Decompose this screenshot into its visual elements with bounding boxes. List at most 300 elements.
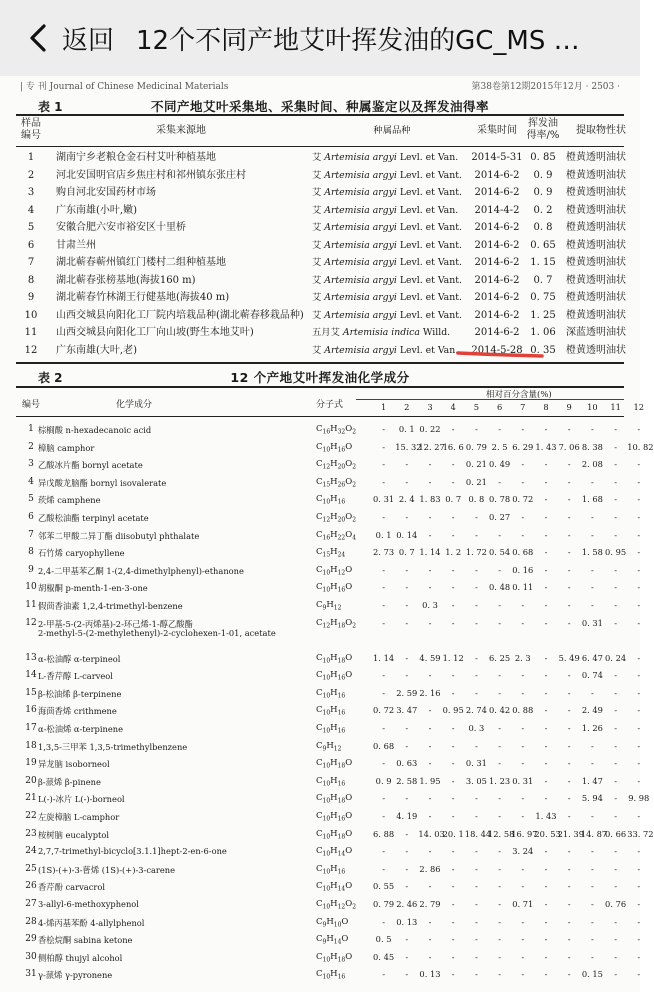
table2-cell-value: - — [428, 811, 432, 821]
table1-caption: 不同产地艾叶采集地、采集时间、种属鉴定以及挥发油得率 — [150, 99, 489, 114]
table1-cell-id: 5 — [27, 222, 35, 233]
table2-cell-value: - — [521, 723, 525, 733]
table2-col-number: 4 — [450, 402, 456, 412]
table2-cell-formula: $C_{10}H_{12}O$ — [316, 564, 353, 577]
table2-cell-value: - — [405, 617, 409, 628]
table1-row — [16, 168, 624, 184]
table2-cell-value: 0. 66 — [605, 828, 627, 839]
table2-cell-name: 左旋樟脑 L-camphor — [38, 812, 120, 822]
table2-cell-value: - — [498, 881, 501, 892]
table2-cell-value: - — [451, 863, 455, 874]
table2-cell-value: - — [544, 564, 548, 575]
table2-cell-value: 6. 47 — [581, 652, 603, 663]
table1-row — [16, 220, 624, 236]
table2-cell-value: - — [498, 863, 501, 874]
table1-row — [16, 273, 624, 289]
table2-cell-name: 2-甲基-5-(2-丙烯基)-2-环己烯-1-醇乙酸酯 — [38, 618, 193, 629]
table2-cell-value: 1. 23 — [489, 775, 511, 786]
table2-cell-formula: $C_{10}H_{16}O$ — [316, 441, 353, 454]
table2-cell-value: - — [498, 564, 501, 575]
table2-cell-name: 乙酸松油酯 terpinyl acetate — [38, 513, 149, 523]
table2-cell-value: 0. 68 — [373, 740, 395, 751]
table2-cell-value: - — [451, 687, 455, 698]
table2-header — [16, 388, 645, 414]
table2-cell-value: - — [474, 600, 478, 610]
table2-cell-value: 0. 95 — [442, 705, 464, 716]
table2-cell-value: - — [428, 459, 432, 470]
table2-cell-formula: $C_{10}H_{18}O$ — [316, 652, 353, 665]
table2-cell-value: 0. 21 — [465, 459, 487, 470]
table2-cell-value: 0. 9 — [375, 775, 392, 786]
table2-cell-name: 樟脑 camphor — [38, 442, 95, 453]
table2-cell-value: - — [614, 881, 617, 892]
table2-cell-value: - — [590, 811, 594, 821]
table1-row — [16, 203, 624, 219]
running-head — [20, 76, 620, 94]
table2-cell-value: - — [451, 899, 455, 909]
table2-cell-value: - — [521, 740, 525, 751]
table2-cell-name: β-蒎烯 β-pinene — [38, 776, 101, 787]
table2-cell-value: - — [614, 723, 617, 733]
table2-col-number: 11 — [610, 402, 621, 412]
table2-cell-name: 异戊酸龙脑酯 bornyl isovalerate — [38, 477, 167, 488]
table2-cell-id: 2 — [28, 441, 34, 452]
table2-cell-value: - — [451, 846, 455, 857]
table2-cell-name: 邻苯二甲酸二异丁酯 diisobutyl phthalate — [38, 530, 200, 541]
table2-cell-value: - — [451, 476, 455, 487]
table2-cell-value: - — [590, 846, 594, 857]
table2-cell-value: - — [498, 617, 501, 628]
table1-cell-date: 2014-6-2 — [474, 169, 520, 181]
table2-cell-value: - — [521, 793, 525, 804]
table2-cell-value: - — [474, 512, 478, 522]
table2-cell-value: - — [590, 934, 594, 945]
table1-cell-id: 3 — [27, 187, 35, 198]
table1-cell-species: 艾 Artemisia argyi Levl. et Vant. — [312, 187, 462, 198]
table2-cell-id: 24 — [25, 846, 37, 857]
table2-cell-value: - — [382, 723, 385, 733]
table2-cell-value: - — [544, 600, 548, 610]
table2-cell-value: - — [614, 582, 617, 593]
table2-cell-value: 1. 47 — [581, 775, 603, 786]
table2-cell-value: 0. 55 — [373, 881, 395, 892]
table2-cell-value: - — [637, 424, 641, 434]
table2-cell-value: - — [521, 424, 525, 434]
table2-cell-value: - — [451, 811, 455, 821]
table2-cell-value: 3. 47 — [396, 705, 418, 716]
table1-cell-site: 湖北蕲春蕲州镇红门楼村二组种植基地 — [56, 257, 226, 268]
table1-number: 表 1 — [38, 100, 63, 114]
table2-cell-name: 4-烯丙基苯酚 4-allylphenol — [38, 917, 145, 928]
table2-cell-value: - — [637, 916, 641, 927]
table2-cell-value: 21. 39 — [557, 828, 584, 839]
table1-cell-yield: 0. 9 — [533, 169, 553, 181]
table2-cell-value: - — [474, 934, 478, 945]
document-view[interactable] — [0, 76, 654, 992]
table2-cell-id: 5 — [28, 494, 34, 505]
table2-cell-value: - — [637, 758, 641, 769]
table2-cell-value: - — [474, 740, 478, 751]
table2-cell-value: - — [567, 529, 571, 540]
table2-cell-value: - — [521, 951, 525, 962]
table2-cell-value: 1. 43 — [535, 441, 557, 452]
table2-cell-value: - — [521, 934, 525, 945]
table2-cell-value: 0. 31 — [581, 617, 603, 628]
table2-cell-value: 16. 97 — [511, 828, 538, 839]
running-head-left: | 专 刊 Journal of Chinese Medicinal Materials — [20, 81, 229, 92]
table2-cell-value: - — [567, 811, 571, 821]
table2-cell-value: - — [498, 723, 501, 733]
table2-cell-value: - — [614, 424, 617, 434]
table2-cell-value: 0. 88 — [512, 705, 534, 716]
table2-cell-value: 5. 49 — [558, 652, 580, 663]
table2-number: 表 2 — [38, 371, 63, 385]
table1-cell-date: 2014-6-2 — [474, 239, 520, 251]
table1-cell-prop: 橙黄透明油状 — [566, 222, 626, 233]
table2-cell-value: - — [614, 494, 617, 505]
table1-row — [16, 325, 624, 341]
table2-cell-value: - — [567, 424, 571, 434]
table2-cell-value: 1. 43 — [535, 811, 557, 821]
table2-cell-value: - — [567, 617, 571, 628]
page-title: 12个不同产地艾叶挥发油的GC_MS … — [136, 25, 580, 56]
table2-cell-value: - — [521, 459, 525, 470]
table2-cell-id: 23 — [25, 828, 37, 839]
table2-cell-value: 6. 25 — [489, 652, 511, 663]
table2-cell-value: - — [590, 564, 594, 575]
table1-cell-prop: 橙黄透明油状 — [566, 344, 626, 356]
table2-cell-value: - — [474, 916, 478, 927]
table2-cell-value: - — [544, 687, 548, 698]
table2-cell-name: 胡椒酮 p-menth-1-en-3-one — [38, 583, 148, 594]
table2-cell-id: 6 — [28, 512, 34, 522]
table2-row — [16, 965, 641, 987]
table2-cell-formula: $C_{10}H_{14}O$ — [316, 881, 353, 894]
table2-cell-value: - — [637, 494, 641, 505]
table1-row — [16, 185, 624, 201]
table2-cell-id: 12 — [25, 617, 37, 628]
table2-cell-value: 0. 5 — [375, 934, 392, 945]
table2-cell-formula: $C_{10}H_{16}$ — [316, 723, 346, 735]
table2-cell-value: 0. 54 — [489, 547, 511, 558]
table2-cell-value: 0. 31 — [373, 494, 395, 505]
table2-cell-value: - — [382, 512, 385, 522]
table1-cell-date: 2014-6-2 — [474, 292, 520, 303]
table2-cell-value: 6. 88 — [373, 828, 395, 839]
table2-cell-formula: $C_9H_{14}O$ — [316, 934, 349, 946]
table2-cell-value: - — [637, 723, 641, 733]
table1-cell-id: 12 — [24, 344, 38, 356]
table2-cell-value: - — [637, 617, 641, 628]
table2-cell-value: - — [498, 899, 501, 909]
table2-cell-value: 2. 49 — [581, 705, 603, 716]
table2-cell-value: - — [544, 617, 548, 628]
table2-cell-value: 0. 71 — [512, 899, 534, 909]
table2-cell-value: - — [382, 793, 385, 804]
table2-cell-value: 2. 74 — [465, 705, 487, 716]
table2-cell-value: - — [405, 846, 409, 857]
table2-cell-value: 0. 13 — [419, 969, 441, 980]
table2-cell-value: 6. 29 — [512, 441, 534, 452]
table2-cell-value: 0. 63 — [396, 758, 418, 769]
table2-cell-value: 2. 73 — [373, 547, 395, 558]
back-chevron-icon[interactable] — [20, 18, 60, 58]
table2-cell-value: - — [567, 582, 571, 593]
table2-cell-value: - — [405, 652, 409, 663]
table1-cell-prop: 深蓝透明油状 — [566, 327, 626, 338]
table1-head-species: 种属品种 — [373, 125, 411, 136]
table2-cell-value: 18. 44 — [464, 828, 492, 839]
table2-cell-value: - — [567, 758, 571, 769]
table2-cell-value: - — [498, 529, 501, 540]
table1-bottom-rule — [16, 362, 624, 364]
table2-cell-value: - — [590, 863, 594, 874]
table2-cell-value: 2. 4 — [398, 494, 415, 505]
table2-cell-id: 27 — [25, 899, 37, 909]
table2-cell-value: - — [637, 740, 641, 751]
table2-cell-value: 0. 8 — [468, 494, 485, 505]
table2-cell-value: - — [451, 529, 455, 540]
table2-cell-value: - — [637, 899, 641, 909]
table2-cell-value: - — [521, 881, 525, 892]
table2-cell-value: - — [498, 740, 501, 751]
table2-cell-value: - — [474, 424, 478, 434]
table2-cell-value: - — [451, 951, 455, 962]
table2-cell-value: - — [451, 582, 455, 593]
table2-cell-value: - — [567, 969, 571, 980]
table2-cell-value: - — [498, 969, 501, 980]
table2-cell-value: - — [614, 687, 617, 698]
table2-cell-value: 0. 72 — [373, 705, 395, 716]
table2-cell-id: 28 — [25, 916, 37, 927]
table2-cell-value: - — [498, 476, 501, 487]
table2-cell-value: 3. 24 — [512, 846, 534, 857]
table2-cell-id: 30 — [25, 951, 37, 962]
table1-cell-yield: 0. 9 — [533, 187, 553, 198]
table2-cell-value: - — [428, 705, 432, 716]
table2-cell-value: 0. 74 — [581, 670, 603, 681]
table1-cell-id: 2 — [27, 169, 35, 181]
table2-cell-value: - — [405, 723, 409, 733]
table2-cell-formula: $C_9H_{10}O$ — [316, 916, 349, 929]
table1-row — [16, 308, 624, 324]
table2-cell-value: - — [614, 951, 617, 962]
table2-col-number: 1 — [380, 402, 387, 412]
table2-cell-value: - — [567, 934, 571, 945]
table2-cell-value: - — [590, 951, 594, 962]
table2-cell-name: 桉树脑 eucalyptol — [38, 829, 110, 840]
table2-cell-name: 3-allyl-6-methoxyphenol — [38, 899, 139, 909]
table2-cell-value: - — [567, 740, 571, 751]
table1-cell-species: 艾 Artemisia argyi Levl. et Vant. — [312, 257, 462, 268]
table2-cell-value: - — [590, 424, 594, 434]
table2-cell-value: - — [382, 459, 385, 470]
table2-cell-value: - — [428, 846, 432, 857]
back-button[interactable]: 返回 — [62, 25, 115, 56]
table2-cell-value: - — [637, 512, 641, 522]
table2-cell-value: - — [382, 863, 385, 874]
table2-cell-value: - — [637, 652, 641, 663]
table2-cell-value: - — [614, 811, 617, 821]
table2-cell-value: - — [474, 811, 478, 821]
table2-cell-value: 1. 95 — [419, 775, 441, 786]
table1-cell-site: 河北安国明官店乡焦庄村和祁州镇东张庄村 — [56, 169, 246, 181]
table2-cell-name: 侧柏醇 thujyl alcohol — [38, 952, 123, 963]
table1-cell-species: 艾 Artemisia argyi Levl. et Vant. — [312, 309, 462, 321]
table2-cell-value: 0. 42 — [489, 705, 511, 716]
table1-head-id: 样品 编号 — [21, 118, 41, 141]
table2-cell-id: 20 — [25, 775, 37, 786]
table2-cell-formula: $C_{10}H_{16}$ — [316, 705, 346, 718]
table2-cell-value: - — [614, 600, 617, 610]
table2-cell-value: - — [590, 740, 594, 751]
table2-col-number: 12 — [633, 402, 645, 412]
table1-cell-prop: 橙黄透明油状 — [566, 169, 626, 181]
table2-cell-value: - — [614, 564, 617, 575]
table2-cell-value: 0. 3 — [468, 723, 485, 733]
table2-cell-value: - — [567, 687, 571, 698]
table2-cell-value: - — [544, 582, 548, 593]
table2-cell-value: 0. 22 — [419, 424, 441, 434]
table2-cell-id: 29 — [25, 934, 37, 945]
table2-cell-value: - — [474, 564, 478, 575]
table2-cell-value: - — [451, 617, 455, 628]
table1-cell-site: 购自河北安国药材市场 — [56, 187, 156, 198]
table2-cell-value: - — [405, 582, 409, 593]
table1-cell-prop: 橙黄透明油状 — [566, 292, 626, 303]
table2-cell-value: - — [428, 617, 432, 628]
table2-cell-value: 2. 08 — [581, 459, 603, 470]
table2-cell-value: - — [567, 863, 571, 874]
table2-cell-value: - — [451, 881, 455, 892]
table2-cell-value: - — [637, 459, 641, 470]
table2-cell-value: - — [498, 934, 501, 945]
table2-cell-value: 14. 87 — [580, 828, 608, 839]
table2-cell-value: 0. 3 — [422, 600, 438, 610]
table2-cell-value: - — [428, 512, 432, 522]
table1-cell-date: 2014-6-2 — [474, 274, 520, 286]
table2-cell-value: 2. 46 — [396, 899, 418, 909]
table1-cell-date: 2014-6-2 — [474, 257, 520, 268]
table2-cell-value: - — [382, 687, 385, 698]
table1-row — [16, 238, 624, 254]
table2-cell-value: - — [474, 687, 478, 698]
table2-cell-value: - — [544, 899, 548, 909]
table1-cell-species: 艾 Artemisia argyi Levl. et Vant. — [312, 239, 462, 251]
table2-cell-id: 13 — [25, 652, 37, 663]
table2-cell-value: - — [614, 705, 617, 716]
table2-cell-value: - — [428, 564, 432, 575]
table2-cell-value: - — [428, 723, 432, 733]
table2-cell-value: - — [498, 811, 501, 821]
table2-cell-value: - — [498, 846, 501, 857]
table2-cell-formula: $C_{15}H_{24}$ — [316, 547, 346, 559]
table2-head-id: 编号 — [21, 400, 40, 410]
table2-cell-value: - — [382, 916, 385, 927]
table1-head-yield: 挥发油 得率/% — [526, 118, 560, 141]
table2-cell-value: - — [614, 670, 617, 681]
table2-cell-value: 1. 2 — [445, 547, 462, 558]
table2-cell-value: - — [544, 863, 548, 874]
table2-cell-value: - — [567, 916, 571, 927]
table2-cell-value: 1. 26 — [581, 723, 603, 733]
table1-cell-site: 广东南雄(小叶,嫩) — [56, 204, 137, 216]
table1-cell-date: 2014-5-28 — [471, 344, 523, 356]
table2-cell-value: - — [428, 951, 432, 962]
table2-cell-value: - — [521, 687, 525, 698]
table2-cell-value: - — [637, 582, 641, 593]
table1-cell-id: 10 — [24, 309, 38, 321]
table1-row — [16, 290, 624, 306]
table2-cell-value: - — [451, 459, 455, 470]
table1-head-site: 采集来源地 — [156, 125, 206, 136]
table2-cell-name: α-松油醇 α-terpineol — [38, 653, 121, 664]
table2-cell-value: 0. 76 — [605, 899, 627, 909]
table2-cell-value: - — [544, 476, 548, 487]
table2-cell-formula: $C_{10}H_{18}O$ — [316, 793, 353, 806]
table2-cell-name: 石竹烯 caryophyllene — [38, 548, 125, 559]
table2-cell-value: 0. 48 — [489, 582, 511, 593]
table2-cell-value: 1. 68 — [581, 494, 603, 505]
table2-cell-id: 18 — [25, 740, 37, 751]
table2-cell-value: 2. 3 — [514, 652, 531, 663]
table2-cell-value: - — [405, 512, 409, 522]
table2-cell-value: - — [567, 459, 571, 470]
table1-row — [16, 255, 624, 271]
table2-cell-value: 7. 06 — [558, 441, 580, 452]
table2-cell-value: - — [544, 424, 548, 434]
table2-cell-value: - — [382, 969, 385, 980]
table2-cell-name: 海茴香烯 crithmene — [38, 706, 117, 717]
table2-cell-value: - — [567, 705, 571, 716]
table2-cell-value: - — [498, 758, 501, 769]
table2-cell-value: - — [637, 705, 641, 716]
table2-cell-value: - — [567, 600, 571, 610]
table2-cell-value: 3. 05 — [465, 775, 487, 786]
table2-cell-value: - — [614, 916, 617, 927]
table2-cell-value: - — [567, 670, 571, 681]
table2-col-number: 10 — [587, 402, 598, 412]
table2-cell-value: 16. 6 — [442, 441, 464, 452]
table2-cell-value: - — [521, 969, 525, 980]
table2-cell-value: - — [567, 881, 571, 892]
table2-cell-value: - — [521, 863, 525, 874]
table2-cell-id: 3 — [28, 459, 34, 470]
table2-cell-value: - — [428, 916, 432, 927]
table2-cell-value: 0. 7 — [398, 547, 415, 558]
table2-cell-value: - — [474, 863, 478, 874]
table2-cell-value: - — [614, 476, 617, 487]
table2-cell-value: - — [405, 740, 409, 751]
table2-cell-formula: $C_{10}H_{16}O$ — [316, 670, 353, 682]
table2-cell-value: - — [614, 529, 617, 540]
table2-cell-value: 9. 98 — [628, 793, 650, 804]
table2-head-name: 化学成分 — [116, 400, 153, 410]
table2-cell-value: - — [498, 687, 501, 698]
table2-cell-name: 2,7,7-trimethyl-bicyclo[3.1.1]hept-2-en-6-one — [38, 846, 227, 857]
table2-cell-value: - — [428, 529, 432, 540]
table1-cell-yield: 0. 85 — [530, 152, 556, 163]
table1-cell-prop: 橙黄透明油状 — [566, 274, 626, 286]
table2-cell-value: 0. 78 — [489, 494, 511, 505]
table2-cell-value: - — [521, 758, 525, 769]
table2-cell-value: - — [428, 476, 432, 487]
table2-cell-value: - — [614, 740, 617, 751]
table2-subhead-rule — [356, 399, 624, 400]
table2-cell-value: 0. 49 — [489, 459, 511, 470]
table2-cell-value: 2. 79 — [419, 899, 441, 909]
table2-cell-value: 0. 45 — [373, 951, 395, 962]
